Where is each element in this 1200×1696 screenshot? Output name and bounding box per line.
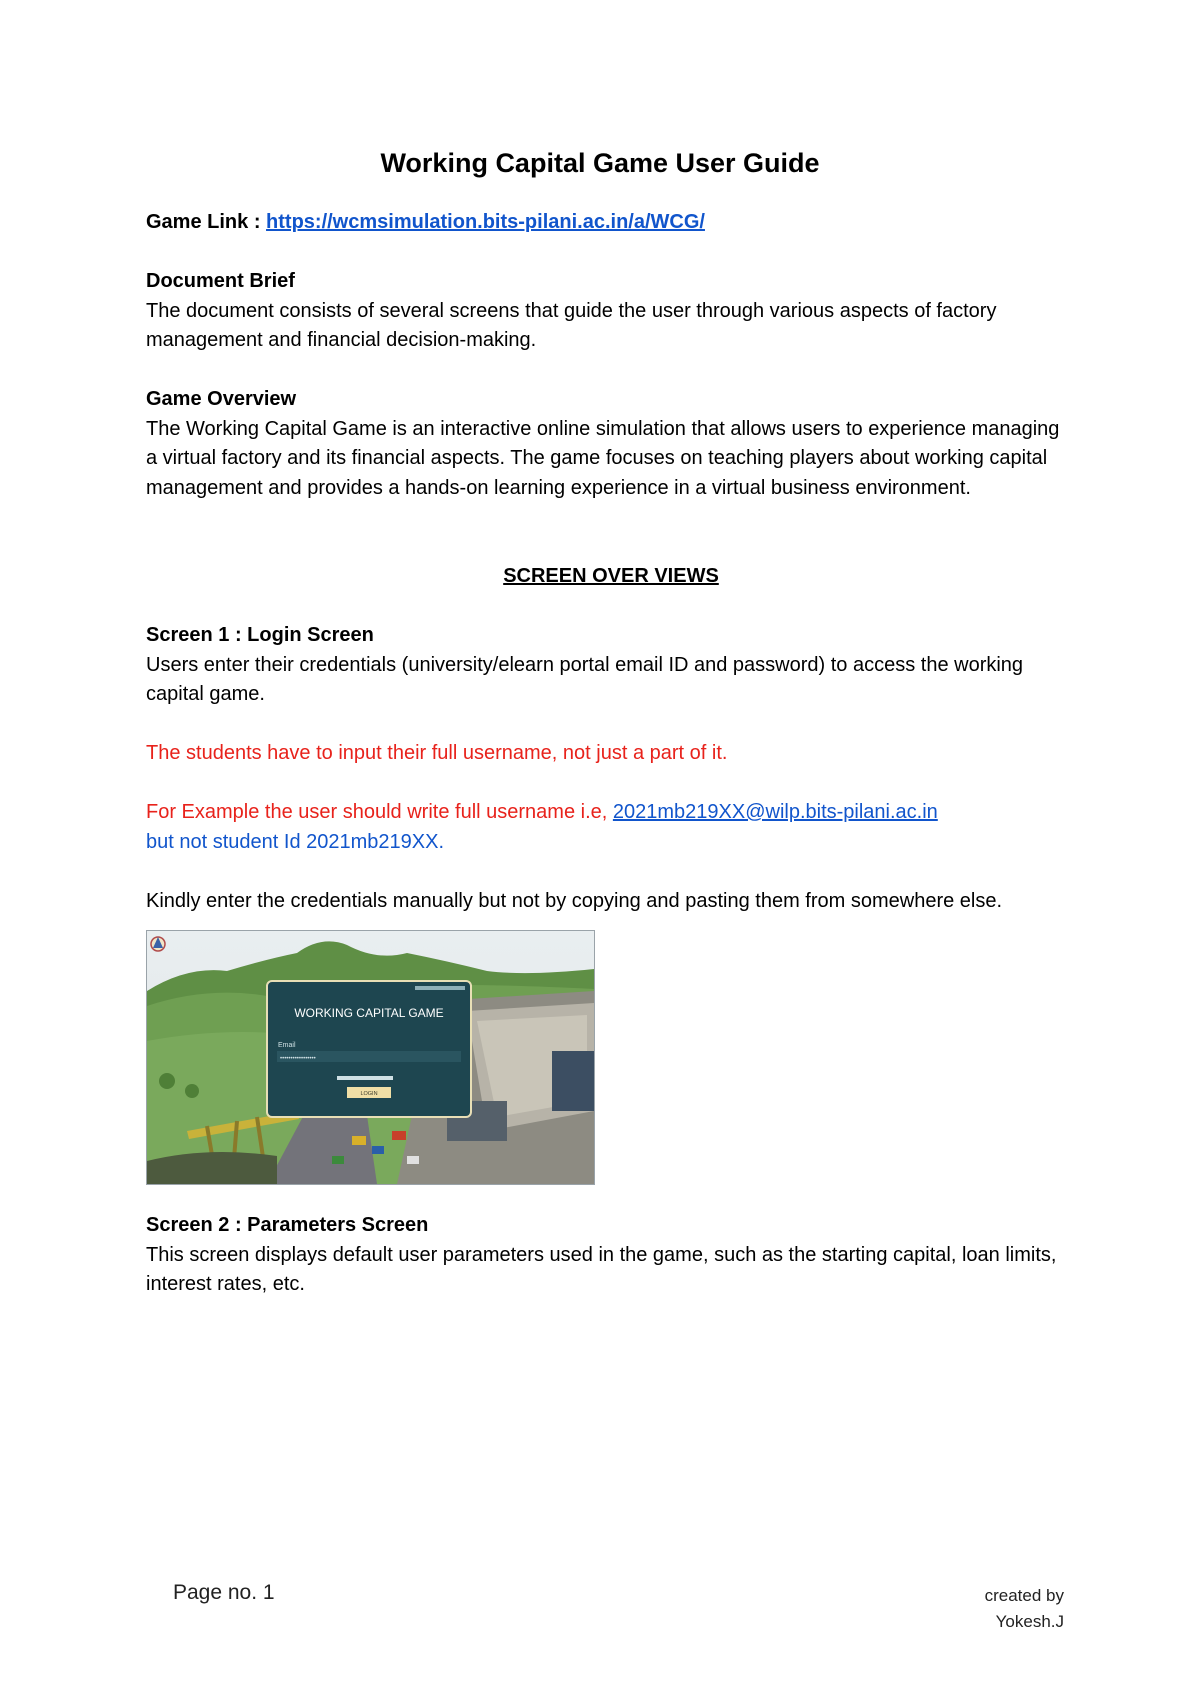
login-screenshot-image xyxy=(147,931,594,1184)
example-prefix: For Example the user should write full username i.e, xyxy=(146,801,613,823)
login-screenshot xyxy=(146,930,595,1185)
author-name: Yokesh.J xyxy=(995,1612,1064,1631)
example-email-link[interactable]: 2021mb219XX@wilp.bits-pilani.ac.in xyxy=(612,801,938,823)
screen2-heading: Screen 2 : Parameters Screen xyxy=(146,1214,429,1236)
document-title: Working Capital Game User Guide xyxy=(380,148,820,178)
game-link[interactable]: https://wcmsimulation.bits-pilani.ac.in/a/WCG/ xyxy=(266,211,705,233)
panel-title: WORKING CAPITAL GAME xyxy=(294,1006,444,1020)
game-link-label: Game Link : xyxy=(146,211,267,233)
screen1-warning: The students have to input their full username, not just a part of it. xyxy=(146,742,728,764)
screen1-text: Users enter their credentials (university/elearn portal email ID and password) to access the working capital game. xyxy=(146,653,1024,705)
section-heading: SCREEN OVER VIEWS xyxy=(503,565,719,587)
created-by-block xyxy=(985,1583,1064,1635)
example-suffix: but not student Id 2021mb219XX. xyxy=(146,830,444,853)
overview-heading: Game Overview xyxy=(146,388,297,410)
screen1-example xyxy=(146,798,1076,857)
game-link-line xyxy=(146,208,1076,238)
document-body xyxy=(146,208,1076,1300)
overview-text: The Working Capital Game is an interactive online simulation that allows users to experience managing a virtual factory and its financial aspects. The game focuses on teaching players about working capital management and provides a hands-on learning experience in a virtual business environment. xyxy=(146,417,1060,499)
brief-heading: Document Brief xyxy=(146,270,295,292)
screen1-note: Kindly enter the credentials manually but not by copying and pasting them from somewhere else. xyxy=(146,889,1003,912)
screen2-text: This screen displays default user parameters used in the game, such as the starting capital, loan limits, interest rates, etc. xyxy=(146,1243,1057,1295)
panel-password-mask: ••••••••••••••••• xyxy=(280,1056,316,1062)
created-by-label: created by xyxy=(984,1586,1064,1605)
brief-text: The document consists of several screens that guide the user through various aspects of factory management and financial decision-making. xyxy=(146,299,997,351)
page-number: Page no. 1 xyxy=(173,1581,275,1604)
screen1-heading: Screen 1 : Login Screen xyxy=(146,624,374,646)
panel-email-label: Email xyxy=(278,1042,296,1049)
panel-login-button-label: LOGIN xyxy=(360,1091,378,1097)
